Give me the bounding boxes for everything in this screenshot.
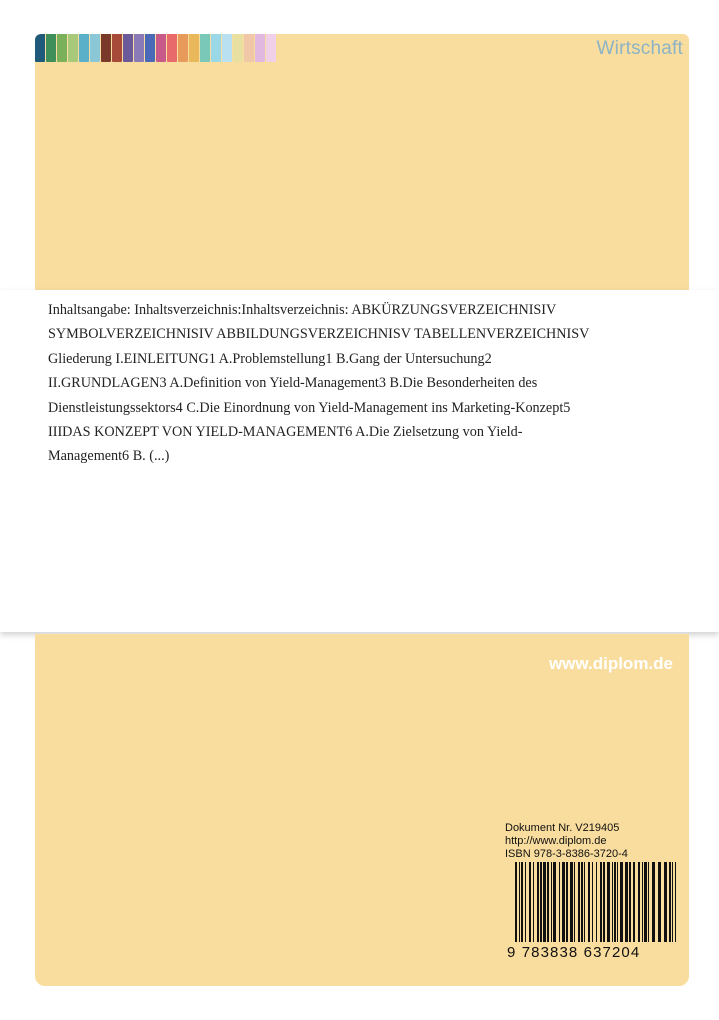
website-link[interactable]: www.diplom.de [548,654,673,673]
barcode-bar [625,862,628,942]
barcode-bar [638,862,640,942]
category-label: Wirtschaft [596,38,683,59]
barcode-bar [633,862,635,942]
document-number: Dokument Nr. V219405 [505,822,620,834]
barcode-bar [617,862,618,942]
color-stripe [134,34,144,62]
color-stripe [79,34,89,62]
barcode-bar [553,862,556,942]
barcode-bar [578,862,580,942]
abstract-text: Inhaltsangabe: Inhaltsverzeichnis:Inhaltsverzeichnis: ABKÜRZUNGSVERZEICHNISIV SYMBOLVERZEICHNISIV ABBILDUNGSVERZEICHNISV TABELLENVERZEICHNISV Gliederung I.EINLEITUNG1 A.Problemstellung1 B.Gang der Untersuchung2 II.GRUNDLAGEN3 A.Definition von Yield-Management3 B.Die Besonderheiten des Dienstleistungssektors4 C.Die Einordnung von Yield-Management ins Marketing-Konzept5 IIIDAS KONZEPT VON YIELD-MANAGEMENT6 A.Die Zielsetzung von Yield-Management6 B. (...) [48,302,590,465]
barcode-bar [574,862,575,942]
color-stripe [244,34,254,62]
barcode-bar [588,862,590,942]
barcode-bar [658,862,661,942]
barcode-bar [521,862,523,942]
barcode-bar [664,862,667,942]
color-stripe [156,34,166,62]
barcode-bar [672,862,673,942]
barcode-bar [652,862,655,942]
barcode-bar [547,862,549,942]
color-stripe [255,34,265,62]
color-stripe [57,34,67,62]
color-stripe [200,34,210,62]
color-stripe [123,34,133,62]
barcode-bars-icon [501,862,687,944]
color-stripe [211,34,221,62]
isbn-label: ISBN 978-3-8386-3720-4 [505,848,628,860]
document-info [505,822,675,861]
barcode-bar [570,862,573,942]
barcode-bar [642,862,643,942]
barcode-bar [529,862,531,942]
color-stripe [178,34,188,62]
barcode-bar [559,862,560,942]
barcode-bar [551,862,552,942]
barcode-bar [562,862,565,942]
color-stripe [145,34,155,62]
color-stripe [112,34,122,62]
barcode-bar [644,862,647,942]
barcode-bar [614,862,616,942]
barcode-bar [612,862,613,942]
barcode-bar [540,862,542,942]
barcode-bar [519,862,520,942]
abstract-panel [0,290,719,632]
color-stripe [35,34,45,62]
color-stripe [167,34,177,62]
barcode-bar [525,862,526,942]
barcode-bar [603,862,605,942]
barcode-bar [629,862,631,942]
color-stripe [101,34,111,62]
color-stripe [233,34,243,62]
barcode-bar [581,862,583,942]
barcode-bar [592,862,593,942]
color-stripe [46,34,56,62]
barcode-bar [584,862,585,942]
barcode-bar [515,862,517,942]
barcode-bar [537,862,539,942]
barcode-bar [675,862,676,942]
barcode-digits: 9 783838 637204 [507,944,641,961]
cover-bottom-panel [35,634,689,986]
barcode [501,862,687,962]
color-stripes [35,34,277,62]
color-stripe [189,34,199,62]
color-stripe [68,34,78,62]
document-url[interactable]: http://www.diplom.de [505,835,607,847]
barcode-bar [566,862,568,942]
barcode-bar [607,862,610,942]
color-stripe [90,34,100,62]
color-stripe [266,34,276,62]
barcode-bar [533,862,534,942]
barcode-bar [648,862,649,942]
barcode-bar [620,862,623,942]
cover-top-panel [35,34,689,290]
barcode-bar [543,862,546,942]
barcode-bar [669,862,671,942]
color-stripe [222,34,232,62]
barcode-bar [596,862,597,942]
barcode-bar [600,862,602,942]
